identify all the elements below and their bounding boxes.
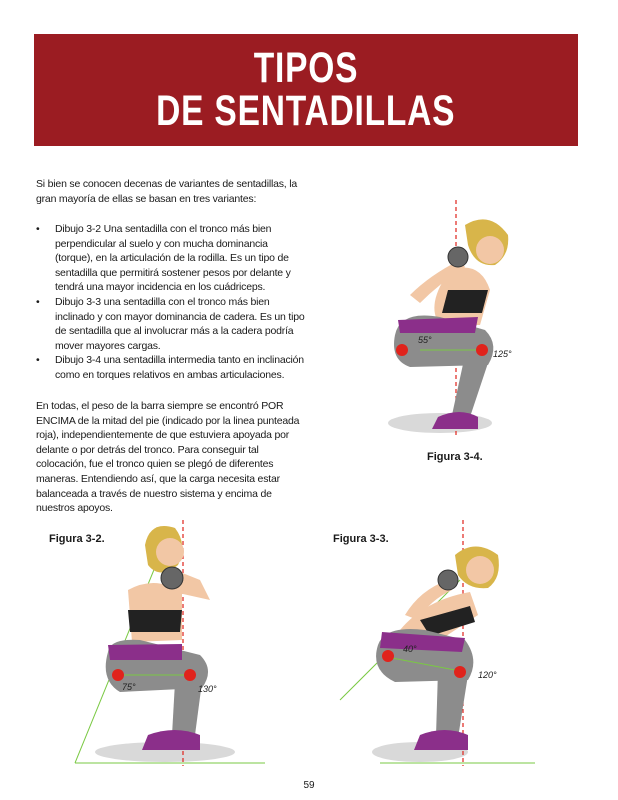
intro-paragraph: Si bien se conocen decenas de variantes de sentadillas, la gran mayoría de ellas se basan en tres variantes: (36, 178, 297, 205)
figure-3-4-illustration (370, 195, 550, 445)
hip-angle-label: 75° (122, 682, 136, 692)
body-paragraph: En todas, el peso de la barra siempre se encontró POR ENCIMA de la mitad del pie (indicado por la linea punteada roja), independientemente de que estuviera apoyada por delante o por detrás del tronco. Para conseguir tal colocación, fue el tronco quien se plegó de diferentes maneras. Entendiendo así, que la carga necesita estar balanceada a través de nuestro sistema y encima de nuestros apoyos. (36, 400, 300, 515)
list-item-text: Dibujo 3-3 una sentadilla con el tronco más bien inclinado y con mayor dominancia de cadera. Es un tipo de sentadilla que al involucrar más a la cadera podría mover mayores cargas. (55, 295, 305, 352)
shoes (414, 730, 468, 750)
hip-joint (396, 344, 408, 356)
sports-top (128, 610, 182, 632)
list-item-text: Dibujo 3-2 Una sentadilla con el tronco más bien perpendicular al suelo y con mucha dominancia (torque), en la articulación de la rodilla. Es un tipo de sentadilla que permitirá sostener pesos por delante y tendrá una mayor incidencia en los cuádriceps. (55, 223, 291, 294)
title-banner (34, 34, 578, 146)
figure-3-2-illustration (70, 520, 270, 770)
shoes (142, 730, 200, 750)
sports-top (442, 290, 488, 313)
knee-angle-label: 125° (493, 349, 512, 359)
list-item-text: Dibujo 3-4 una sentadilla intermedia tanto en inclinación como en torques relativos en ambas articulaciones. (55, 354, 304, 381)
title-line-2: DE SENTADILLAS (156, 87, 456, 135)
page-number: 59 (303, 780, 315, 791)
barbell-plate (448, 247, 468, 267)
bullet-glyph: • (36, 354, 40, 367)
knee-angle-label: 130° (198, 684, 217, 694)
list-item (36, 295, 306, 353)
bullet-glyph: • (36, 295, 40, 308)
hip-joint (112, 669, 124, 681)
head (156, 538, 184, 566)
bullet-glyph: • (36, 223, 40, 235)
barbell-plate (438, 570, 458, 590)
knee-joint (454, 666, 466, 678)
variant-list (36, 222, 306, 383)
list-item (36, 353, 306, 382)
figure-3-3-caption: Figura 3-3. (333, 533, 389, 545)
figure-3-4-caption: Figura 3-4. (427, 451, 483, 463)
knee-angle-label: 120° (478, 670, 497, 680)
title-line-1: TIPOS (253, 44, 359, 92)
hip-angle-label: 55° (418, 335, 432, 345)
list-item (36, 222, 306, 295)
head (466, 556, 494, 584)
waistband (108, 644, 182, 660)
hip-angle-label: 40° (403, 644, 417, 654)
head (476, 236, 504, 264)
shins (436, 670, 468, 738)
knee-joint (184, 669, 196, 681)
hip-joint (382, 650, 394, 662)
figure-3-3-illustration (340, 520, 540, 770)
barbell-plate (161, 567, 183, 589)
figure-3-2-caption: Figura 3-2. (49, 533, 105, 545)
knee-joint (476, 344, 488, 356)
